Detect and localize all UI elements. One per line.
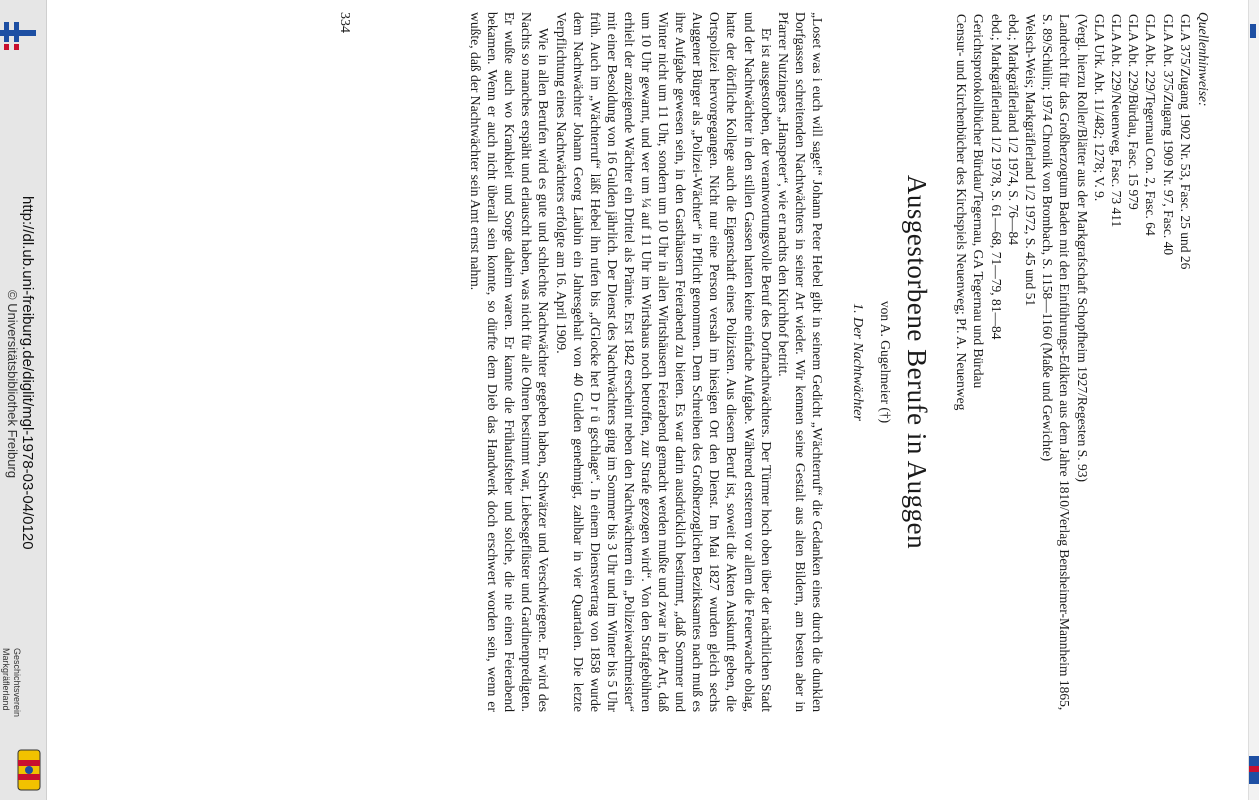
body-paragraph: „Loset was i euch will sage!“ Johann Peter Hebel gibt in seinem Gedicht „Wächterruf“ die Gedanken eines durch die dunklen Dorfgassen schreitenden Nachtwächters in seiner Art wieder. Wir kennen seine Gestalt aus alten Bildern, am besten aber in Pfarrer Nutzingers „Hanspeter“, wie er nachts den Kirchhof betritt. [775,12,825,712]
source-entry: Gerichtsprotokollbücher Bürdau/Tegernau, GA Tegernau und Bürdau [971,14,987,389]
source-entry: Welsch-Weis; Markgräflerland 1/2 1972, S. 45 und 51 [1022,14,1038,307]
source-entry: ebd.; Markgräflerland 1/2 1974, S. 76—84 [1005,14,1021,245]
article-author: von A. Gugelmeier (†) [877,300,893,424]
top-flag-icon [1250,24,1258,40]
library-copyright: © Universitätsbibliothek Freiburg [5,290,20,479]
source-entry: Censur- und Kirchenbücher des Kirchspiels Neuenweg; Pf. A. Neuenweg [954,14,970,411]
source-entry: GLA Abt. 229/Bürdau, Fasc. 15 979 [1126,14,1142,210]
source-entry: GLA Abt. 229/Neuenweg, Fasc. 73 411 [1108,14,1124,228]
source-entry: Landrecht für das Großherzogtum Baden mit den Einführungs-Edikten aus dem Jahre 1810/Verlag Bensheimer-Mannheim 1865, S. 89/Schülin; 1974 Chronik von Brombach, S. 1158—1160 (Maße und Gewichte) [1040,14,1073,711]
section-heading: 1. Der Nachtwächter [849,303,865,421]
source-entry: GLA Urk. Abt. 11/482; 1278; V. 9. [1091,14,1107,202]
right-viewer-edge [1248,0,1259,800]
coat-of-arms-icon [16,748,42,792]
society-label: Geschichtsverein Markgräflerland [1,648,22,718]
source-entry: ebd.; Markgräflerland 1/2 1978, S. 61—68, 71—79, 81—84 [988,14,1004,340]
article-title: Ausgestorbene Berufe in Auggen [901,174,932,550]
body-paragraph: Wie in allen Berufen wird es gute und schlechte Nachtwächter gegeben haben, Schwätzer und Verschwiegene. Er wird des Nachts so manches erspäht und erlauscht haben, was nicht für alle Ohren bestimmt war, Liebesgeflüster und Gardinenpredigten. Er wußte auch wo Krankheit und Sorge daheim waren. Er kannte die Frühaufsteher und solche, die nie einen Feierabend bekamen. Wenn er auch nicht überall sein konnte, so dürfte dem Dieb das Handwerk doch erschwert worden sein, wenn er wußte, daß der Nachtwächter sein Amt ernst nahm. [468,12,552,712]
ub-logo-icon [0,14,40,54]
bottom-crest-icon [1249,756,1259,784]
source-entry: (Vergl. hierzu Roller/Blätter aus der Markgrafschaft Schopfheim 1927/Regesten S. 93) [1074,14,1090,482]
source-entry: GLA 375/Zugang 1902 Nr. 53, Fasc. 25 und 26 [1177,14,1193,270]
body-paragraph: Er ist ausgestorben, der verantwortungsvolle Beruf des Dorfnachtwächters. Der Türmer hoch oben über der nächtlichen Stadt und der Nachtwächter in den stillen Gassen hatten keine einfache Aufgabe. Während ersterem vor allem die Feuerwache oblag, hatte der dörfliche Kollege auch die Eigenschaft eines Polizisten. Aus diesem Beruf ist, soweit die Akten Auskunft geben, die Ortspolizei hervorgegangen. Nicht nur eine Person versah im hiesigen Ort den Dienst. Im Mai 1827 wurden gleich sechs Auggener Bürger als „Polizei-Wächter“ in Pflicht genommen. Dem Schreiben des Großherzoglichen Bezirksamtes nach muß es ihre Aufgabe gewesen sein, in den Gasthäusern Feierabend zu bieten. Es war darin ausdrücklich bestimmt, „daß Sommer und Winter nicht um 11 Uhr, sondern um 10 Uhr in allen Wirtshäusern Feierabend gemacht werden mußte und zwar in der Art, daß um 10 Uhr gewarnt, und wer um ¼ auf 11 Uhr im Wirtshaus noch betroffen, zur Strafe gezogen wird“. Von den Strafgebühren erhielt der anzeigende Wächter ein Drittel als Prämie. Erst 1842 erscheint neben den Nachtwächtern ein „Polizeiwachtmeister“ mit einer Besoldung von 16 Gulden jährlich. Der Dienst des Nachtwächters ging im Sommer bis 3 Uhr und im Winter bis 5 Uhr früh. Auch im „Wächterruf“ läßt Hebel ihn rufen bis „d'Glocke het D r ü gschlage“. In einem Dienstvertrag von 1858 wurde dem Nachtwächter Johann Georg Läubin ein Jahresgehalt von 40 Gulden genehmigt, zahlbar in vier Quartalen. Die letzte Verpflichtung eines Nachtwächters erfolgte am 16. April 1909. [553,12,774,712]
source-entry: GLA Abt. 229/Tegernau Con. 2, Fasc. 64 [1143,14,1159,236]
source-entry: GLA Abt. 375/Zugang 1909 Nr. 97, Fasc. 40 [1160,14,1176,256]
sources-list [953,12,1194,712]
sources-heading: Quellenhinweise: [1196,12,1211,107]
page-url[interactable]: http://dl.ub.uni-freiburg.de/diglit/mgl-1978-03-04/0120 [19,196,36,550]
left-viewer-sidebar [0,0,47,800]
scanned-page [172,12,1212,712]
page-number: 334 [337,12,352,33]
